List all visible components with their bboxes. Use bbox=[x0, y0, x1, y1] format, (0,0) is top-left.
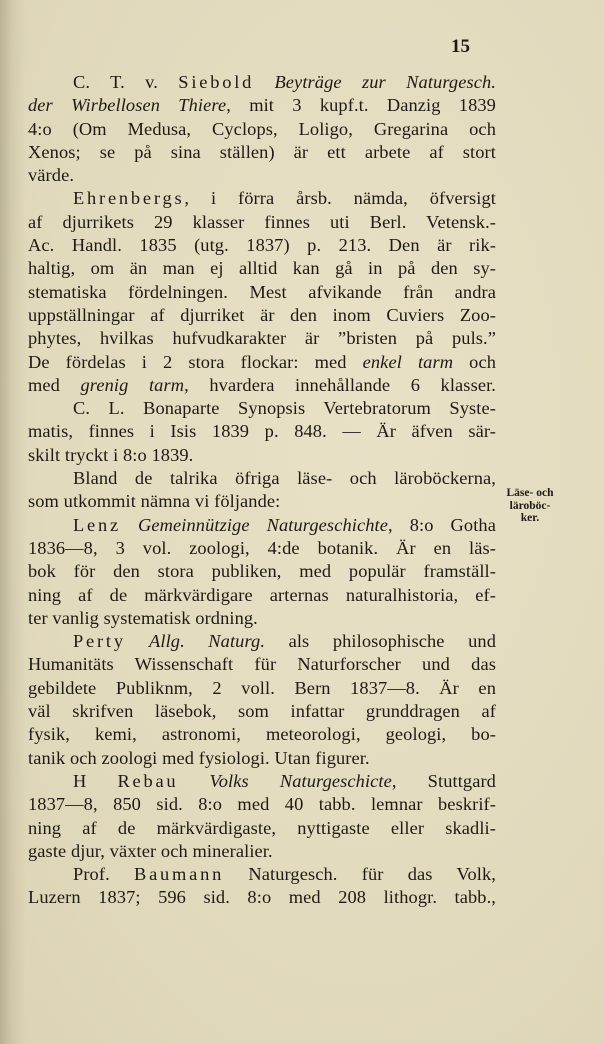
text-run: bok för den stora publiken, med populär framställ- bbox=[28, 561, 496, 582]
text-run: Xenos; se på sina ställen) är ett arbete af stort bbox=[28, 141, 496, 162]
text-run: och bbox=[453, 351, 496, 372]
text-run: Ac. Handl. 1835 (utg. 1837) p. 213. Den är rik- bbox=[28, 235, 496, 256]
text-line bbox=[28, 584, 496, 607]
text-run: Bland de talrika öfriga läse- och läroböckerna, bbox=[73, 468, 496, 489]
margin-note bbox=[498, 487, 562, 525]
page-number: 15 bbox=[451, 36, 470, 57]
text-run: phytes, hvilkas hufvudkarakter är ”bristen på puls.” bbox=[28, 328, 496, 349]
margin-note-line: ker. bbox=[520, 512, 540, 524]
text-run: väl skrifven läsebok, som infattar grunddragen af bbox=[28, 701, 496, 722]
text-line bbox=[28, 467, 496, 490]
italic-title: Allg. Naturg. bbox=[125, 631, 266, 652]
text-line bbox=[28, 327, 496, 350]
text-run: Naturgesch. für das Volk, bbox=[224, 864, 496, 885]
italic-title: Beyträge zur Naturgesch. bbox=[254, 72, 496, 92]
text-line bbox=[28, 234, 496, 257]
author-name: Baumann bbox=[134, 864, 225, 885]
text-run: 1836—8, 3 vol. zoologi, 4:de botanik. Är en läs- bbox=[28, 537, 496, 558]
text-run: , Stuttgard bbox=[391, 770, 496, 791]
author-name: Siebold bbox=[178, 72, 255, 92]
text-line bbox=[28, 118, 496, 141]
text-line bbox=[28, 607, 496, 630]
text-run: De fördelas i 2 stora flockar: med bbox=[28, 351, 363, 372]
text-run: , i förra årsb. nämda, öfversigt bbox=[184, 188, 496, 209]
text-run: stematiska fördelningen. Mest afvikande från andra bbox=[28, 281, 496, 302]
text-line bbox=[28, 281, 496, 304]
text-line bbox=[28, 71, 496, 94]
text-run: tanik och zoologi med fysiologi. Utan figurer. bbox=[28, 747, 370, 768]
text-line bbox=[28, 211, 496, 234]
body-text bbox=[28, 71, 496, 910]
text-line bbox=[28, 817, 496, 840]
text-run: C. T. v. bbox=[73, 72, 179, 92]
text-line bbox=[28, 94, 496, 117]
text-line bbox=[28, 374, 496, 397]
text-line bbox=[28, 397, 496, 420]
margin-note-line: Läse- och bbox=[506, 487, 554, 499]
text-run: , 8:o Gotha bbox=[388, 514, 496, 535]
italic-title: Volks Naturgeschicte bbox=[178, 770, 392, 791]
text-line bbox=[28, 187, 496, 210]
text-line bbox=[28, 537, 496, 560]
text-run: fysik, kemi, astronomi, meteorologi, geologi, bo- bbox=[28, 724, 496, 745]
italic-title: der Wirbellosen Thiere bbox=[28, 95, 227, 116]
text-run: matis, finnes i Isis 1839 p. 848. — Är äfven sär- bbox=[28, 421, 496, 442]
text-line bbox=[28, 560, 496, 583]
text-run: 4:o (Om Medusa, Cyclops, Loligo, Gregarina och bbox=[28, 118, 496, 139]
text-run: Humanitäts Wissenschaft für Naturforscher und das bbox=[28, 654, 496, 675]
text-line bbox=[28, 420, 496, 443]
text-run: haltig, om än man ej alltid kan gå in på den sy- bbox=[28, 258, 496, 279]
text-run: als philosophische und bbox=[265, 631, 496, 652]
text-line bbox=[28, 840, 496, 863]
text-run: ning af de märkvärdigaste, nyttigaste eller skadli- bbox=[28, 817, 496, 838]
text-line bbox=[28, 490, 496, 513]
author-name: Rebau bbox=[117, 770, 179, 791]
text-run: skilt tryckt i 8:o 1839. bbox=[28, 444, 194, 465]
italic-title: Gemeinnützige Naturgeschichte bbox=[120, 514, 388, 535]
text-run: gaste djur, växter och mineralier. bbox=[28, 840, 273, 861]
text-line bbox=[28, 700, 496, 723]
text-line bbox=[28, 444, 496, 467]
italic-title: enkel tarm bbox=[362, 351, 454, 372]
text-line bbox=[28, 677, 496, 700]
italic-title: grenig tarm bbox=[80, 374, 185, 395]
text-run: Prof. bbox=[73, 864, 135, 885]
text-run: värde. bbox=[28, 165, 75, 186]
text-run: , hvardera innehållande 6 klasser. bbox=[184, 374, 496, 395]
margin-note-line: läroböc- bbox=[509, 499, 551, 512]
text-run: Luzern 1837; 596 sid. 8:o med 208 lithogr. tabb., bbox=[28, 887, 496, 908]
author-name: Perty bbox=[73, 631, 126, 652]
text-line bbox=[28, 514, 496, 537]
text-run: som utkommit nämna vi följande: bbox=[28, 491, 281, 512]
text-line bbox=[28, 653, 496, 676]
text-run: med bbox=[28, 374, 81, 395]
text-line bbox=[28, 723, 496, 746]
text-line bbox=[28, 863, 496, 886]
text-run: uppställningar af djurriket är den inom Cuviers Zoo- bbox=[28, 304, 496, 325]
text-line bbox=[28, 304, 496, 327]
text-run: ning af de märkvärdigare arternas naturalhistoria, ef- bbox=[28, 584, 496, 605]
text-line bbox=[28, 141, 496, 164]
text-line bbox=[28, 257, 496, 280]
text-line bbox=[28, 886, 496, 909]
text-run: C. L. Bonaparte Synopsis Vertebratorum Syste- bbox=[73, 398, 496, 419]
author-name: Lenz bbox=[73, 514, 121, 535]
text-line bbox=[28, 351, 496, 374]
text-run: H bbox=[73, 770, 118, 791]
text-line bbox=[28, 793, 496, 816]
text-run: gebildete Publiknm, 2 voll. Bern 1837—8. Är en bbox=[28, 677, 496, 698]
text-line bbox=[28, 747, 496, 770]
text-run: ter vanlig systematisk ordning. bbox=[28, 607, 258, 628]
author-name: Ehrenbergs bbox=[73, 188, 185, 209]
text-run: , mit 3 kupf.t. Danzig 1839 bbox=[226, 95, 496, 116]
text-run: af djurrikets 29 klasser finnes uti Berl. Vetensk.- bbox=[28, 211, 496, 232]
text-line bbox=[28, 770, 496, 793]
text-line bbox=[28, 630, 496, 653]
text-line bbox=[28, 164, 496, 187]
text-run: 1837—8, 850 sid. 8:o med 40 tabb. lemnar beskrif- bbox=[28, 794, 496, 815]
